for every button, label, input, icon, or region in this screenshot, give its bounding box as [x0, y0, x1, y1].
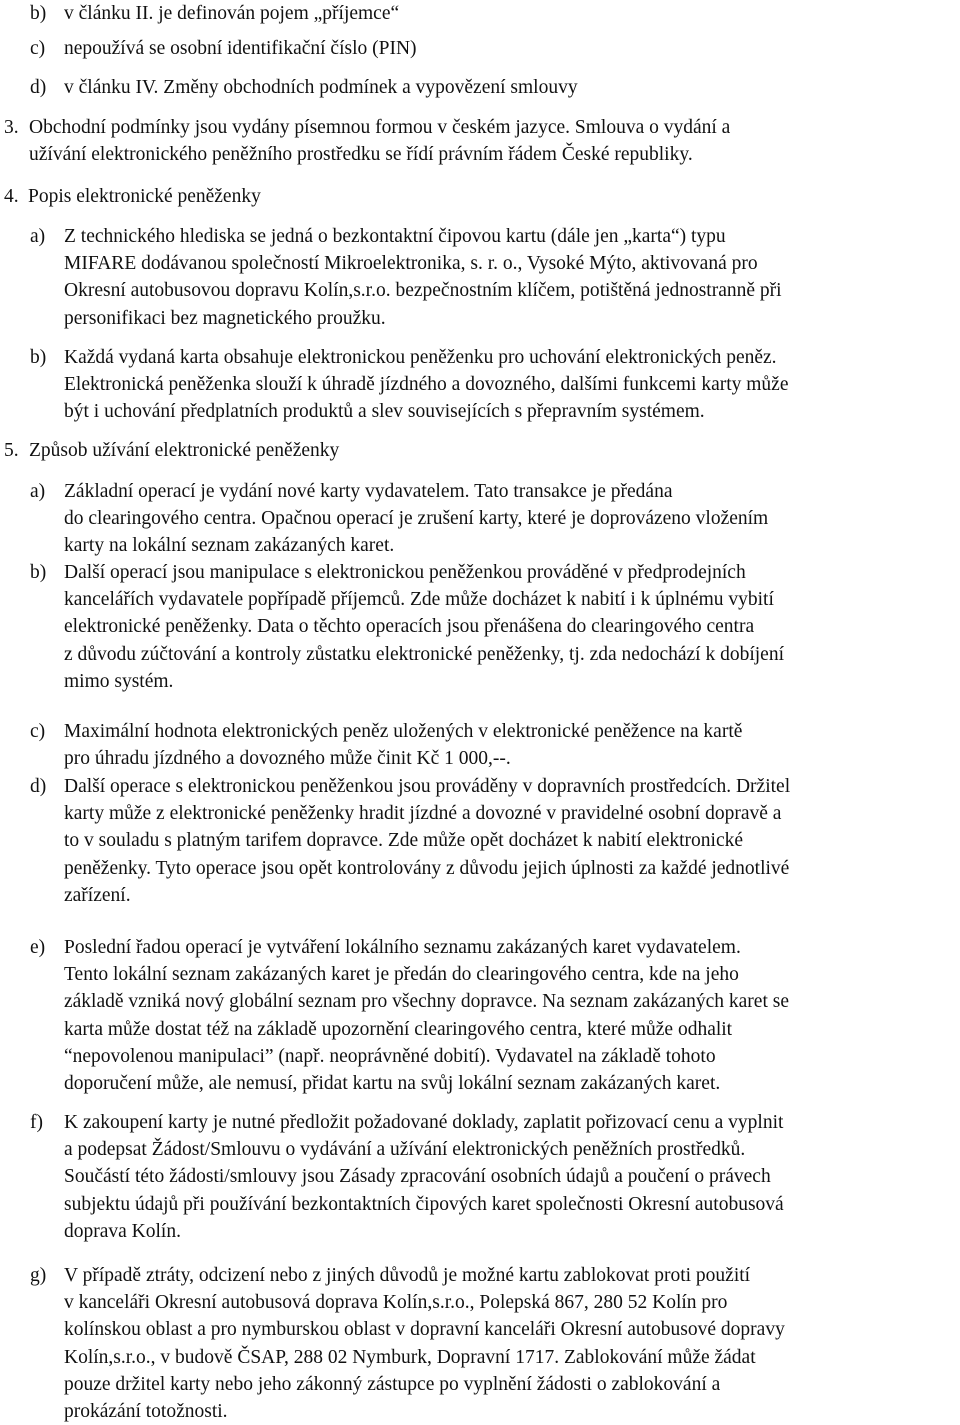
item-text-line: pro úhradu jízdného a dovozného může činit Kč 1 000,--. [64, 748, 511, 770]
item-label: d) [30, 77, 47, 98]
item-text-line: Další operace s elektronickou peněženkou jsou prováděny v dopravních prostředcích. Držitel [64, 776, 791, 797]
item-text-line: kancelářích vydavatele popřípadě příjemců. Zde může docházet k nabití i k úplnému vybití [64, 589, 774, 611]
item-text-line: nepoužívá se osobní identifikační číslo (PIN) [64, 38, 417, 59]
item-text-line: V případě ztráty, odcizení nebo z jiných důvodů je možné kartu zablokovat proti použití [64, 1265, 751, 1286]
item-text-line: Poslední řadou operací je vytváření lokálního seznamu zakázaných karet vydavatelem. [64, 937, 741, 958]
item-label: a) [30, 226, 46, 247]
item-text-line: Z technického hlediska se jedná o bezkontaktní čipovou kartu (dále jen „karta“) typu [64, 226, 726, 247]
item-text-line: pouze držitel karty nebo jeho zákonný zástupce po vyplnění žádosti o zablokování a [64, 1373, 721, 1395]
item-text-line: Součástí této žádosti/smlouvy jsou Zásady zpracování osobních údajů a poučení o právech [64, 1166, 771, 1188]
item-text-line: Základní operací je vydání nové karty vydavatelem. Tato transakce je předána [64, 481, 673, 502]
item-text-line: doporučení může, ale nemusí, přidat kartu na svůj lokální seznam zakázaných karet. [64, 1073, 721, 1094]
item-text-line: do clearingového centra. Opačnou operací je zrušení karty, které je doprovázeno vložením [64, 508, 769, 530]
item-text-line: kolínskou oblast a pro nymburskou oblast v dopravní kanceláři Okresní autobusové dopravy [64, 1319, 785, 1341]
item-text-line: to v souladu s platným tarifem dopravce. Zde může opět docházet k nabití elektronické [64, 830, 744, 852]
item-label: b) [30, 3, 47, 24]
item-text-line: Popis elektronické peněženky [28, 186, 261, 207]
item-text-line: K zakoupení karty je nutné předložit požadované doklady, zaplatit pořizovací cenu a vyplnit [64, 1112, 784, 1133]
item-text-line: v článku II. je definován pojem „příjemce“ [64, 3, 400, 24]
item-label: g) [30, 1265, 47, 1286]
item-text-line: personifikaci bez magnetického proužku. [64, 307, 386, 329]
item-text-line: Obchodní podmínky jsou vydány písemnou formou v českém jazyce. Smlouva o vydání a [29, 117, 731, 138]
item-text-line: prokázání totožnosti. [64, 1401, 228, 1422]
item-text-line: peněženky. Tyto operace jsou opět kontrolovány z důvodu jejich úplnosti za každé jednotlivé [64, 857, 790, 879]
item-text-line: zařízení. [64, 884, 131, 906]
item-text-line: doprava Kolín. [64, 1220, 181, 1242]
item-text-line: MIFARE dodávanou společností Mikroelektronika, s. r. o., Vysoké Mýto, aktivovaná pro [64, 253, 758, 275]
item-text-line: karty na lokální seznam zakázaných karet. [64, 535, 395, 557]
item-label: 5. [4, 440, 19, 461]
item-text-line: subjektu údajů při používání bezkontaktních čipových karet společnosti Okresní autobusová [64, 1193, 784, 1215]
item-text-line: karty může z elektronické peněženky hradit jízdné a dovozné v pravidelné osobní dopravě a [64, 803, 782, 825]
item-text-line: Další operací jsou manipulace s elektronickou peněženkou prováděné v předprodejních [64, 562, 746, 583]
item-text-line: “nepovolenou manipulaci” (např. neoprávněné dobití). Vydavatel na základě tohoto [64, 1045, 716, 1067]
item-text-line: být i uchování předplatních produktů a slev souvisejících s přepravním systémem. [64, 401, 705, 423]
item-text-line: Okresní autobusovou dopravu Kolín,s.r.o. bezpečnostním klíčem, potištěná jednostranně při [64, 280, 782, 302]
item-text-line: základě vzniká nový globální seznam pro všechny dopravce. Na seznam zakázaných karet se [64, 991, 789, 1013]
item-label: b) [30, 562, 47, 583]
item-text-line: Elektronická peněženka slouží k úhradě jízdného a dovozného, dalšími funkcemi karty může [64, 374, 789, 396]
item-text-line: karta může dostat též na základě upozornění clearingového centra, které může odhalit [64, 1018, 733, 1040]
item-text-line: v kanceláři Okresní autobusová doprava Kolín,s.r.o., Polepská 867, 280 52 Kolín pro [64, 1292, 728, 1314]
item-label: f) [30, 1112, 43, 1133]
item-text-line: Kolín,s.r.o., v budově ČSAP, 288 02 Nymburk, Dopravní 1717. Zablokování může žádat [64, 1346, 756, 1368]
item-text-line: Způsob užívání elektronické peněženky [29, 440, 340, 461]
item-text-line: z důvodu zúčtování a kontroly zůstatku elektronické peněženky, tj. zda nedochází k dobíjení [64, 643, 784, 665]
item-text-line: elektronické peněženky. Data o těchto operacích jsou přenášena do clearingového centra [64, 616, 755, 638]
item-label: e) [30, 937, 46, 958]
item-text-line: Tento lokální seznam zakázaných karet je předán do clearingového centra, kde na jeho [64, 964, 739, 986]
item-text-line: užívání elektronického peněžního prostředku se řídí právním řádem České republiky. [29, 144, 693, 166]
item-text-line: Maximální hodnota elektronických peněz uložených v elektronické peněžence na kartě [64, 721, 743, 742]
item-text-line: a podepsat Žádost/Smlouvu o vydávání a užívání elektronických peněžních prostředků. [64, 1139, 746, 1161]
item-label: 4. [4, 186, 19, 207]
item-text-line: mimo systém. [64, 670, 174, 692]
item-label: b) [30, 347, 47, 368]
item-label: c) [30, 38, 46, 59]
item-label: c) [30, 721, 46, 742]
item-label: d) [30, 776, 47, 797]
item-text-line: v článku IV. Změny obchodních podmínek a vypovězení smlouvy [64, 77, 578, 98]
item-text-line: Každá vydaná karta obsahuje elektronickou peněženku pro uchování elektronických peněz. [64, 347, 777, 368]
item-label: 3. [4, 117, 19, 138]
item-label: a) [30, 481, 46, 502]
